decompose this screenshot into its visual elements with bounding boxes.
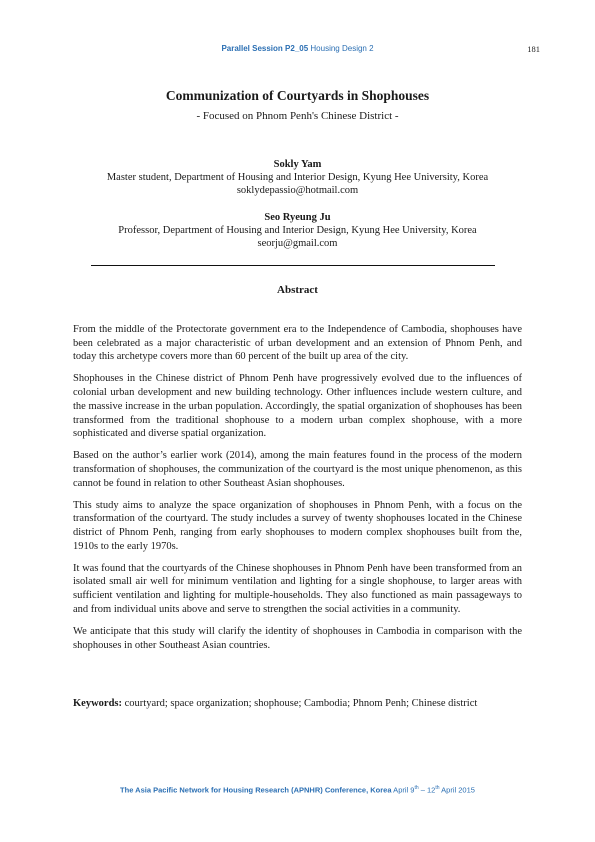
conference-footer: The Asia Pacific Network for Housing Research (APNHR) Conference, Korea April 9th – 12th April 2015 [120, 785, 475, 795]
author-affiliation: Professor, Department of Housing and Interior Design, Kyung Hee University, Korea [118, 225, 477, 236]
horizontal-divider [91, 265, 495, 266]
author-name: Sokly Yam [273, 159, 322, 170]
abstract-paragraph: From the middle of the Protectorate government era to the Independence of Cambodia, shophouses have been celebrated as a major characteristic of urban development and an extension of Phnom Penh, and today this archetype covers more than 60 percent of the built up area of the city. [73, 324, 522, 363]
abstract-paragraph: This study aims to analyze the space organization of shophouses in Phnom Penh, with a focus on the transformation of the courtyard. The study includes a survey of twenty shophouses located in the Chinese district of Phnom Penh, ranging from early shophouses to modern complex shophouses built from the, 1910s to the early 1970s. [73, 499, 522, 552]
author-email: soklydepassio@hotmail.com [236, 185, 359, 196]
page-number: 181 [527, 44, 540, 54]
author-block [0, 211, 595, 250]
paper-title: Communization of Courtyards in Shophouses [165, 88, 430, 103]
abstract-heading: Abstract [277, 284, 318, 296]
keywords-line [73, 698, 522, 709]
abstract-paragraph: It was found that the courtyards of the Chinese shophouses in Phnom Penh have been transformed from an isolated small air well for minimum ventilation and lighting for a single shophouse, to larger areas with sufficient ventilation and lighting for multiple-households. They also functioned as main passageways to and from individual units above and serve to strengthen the social activities in a community. [73, 562, 522, 615]
running-header [0, 44, 595, 58]
session-label: Parallel Session P2_05 Housing Design 2 [221, 44, 374, 53]
abstract-body [73, 323, 522, 661]
keywords-list: courtyard; space organization; shophouse; Cambodia; Phnom Penh; Chinese district [122, 698, 478, 709]
author-email: seorju@gmail.com [257, 238, 338, 249]
keywords-label: Keywords: [73, 698, 122, 709]
author-name: Seo Ryeung Ju [264, 212, 331, 223]
author-block [0, 158, 595, 197]
abstract-paragraph: We anticipate that this study will clarify the identity of shophouses in Cambodia in comparison with the shophouses in other Southeast Asian countries. [73, 625, 522, 651]
abstract-paragraph: Based on the author’s earlier work (2014), among the main features found in the process of the modern transformation of shophouses, the communization of the courtyard is the most unique phenomenon, as this cannot be found in relation to other Southeast Asian shophouses. [73, 450, 522, 489]
author-affiliation: Master student, Department of Housing and Interior Design, Kyung Hee University, Korea [106, 172, 489, 183]
abstract-paragraph: Shophouses in the Chinese district of Phnom Penh have progressively evolved due to the influences of colonial urban development and new building technology. Other influences include western culture, and the massive increase in the urban population. Accordingly, the spatial organization of shophouses has been transformed from the traditional shophouse to a modern urban complex shophouse, with a more sophisticated and diverse spatial organization. [73, 373, 522, 440]
paper-subtitle: - Focused on Phnom Penh's Chinese District - [196, 110, 399, 122]
